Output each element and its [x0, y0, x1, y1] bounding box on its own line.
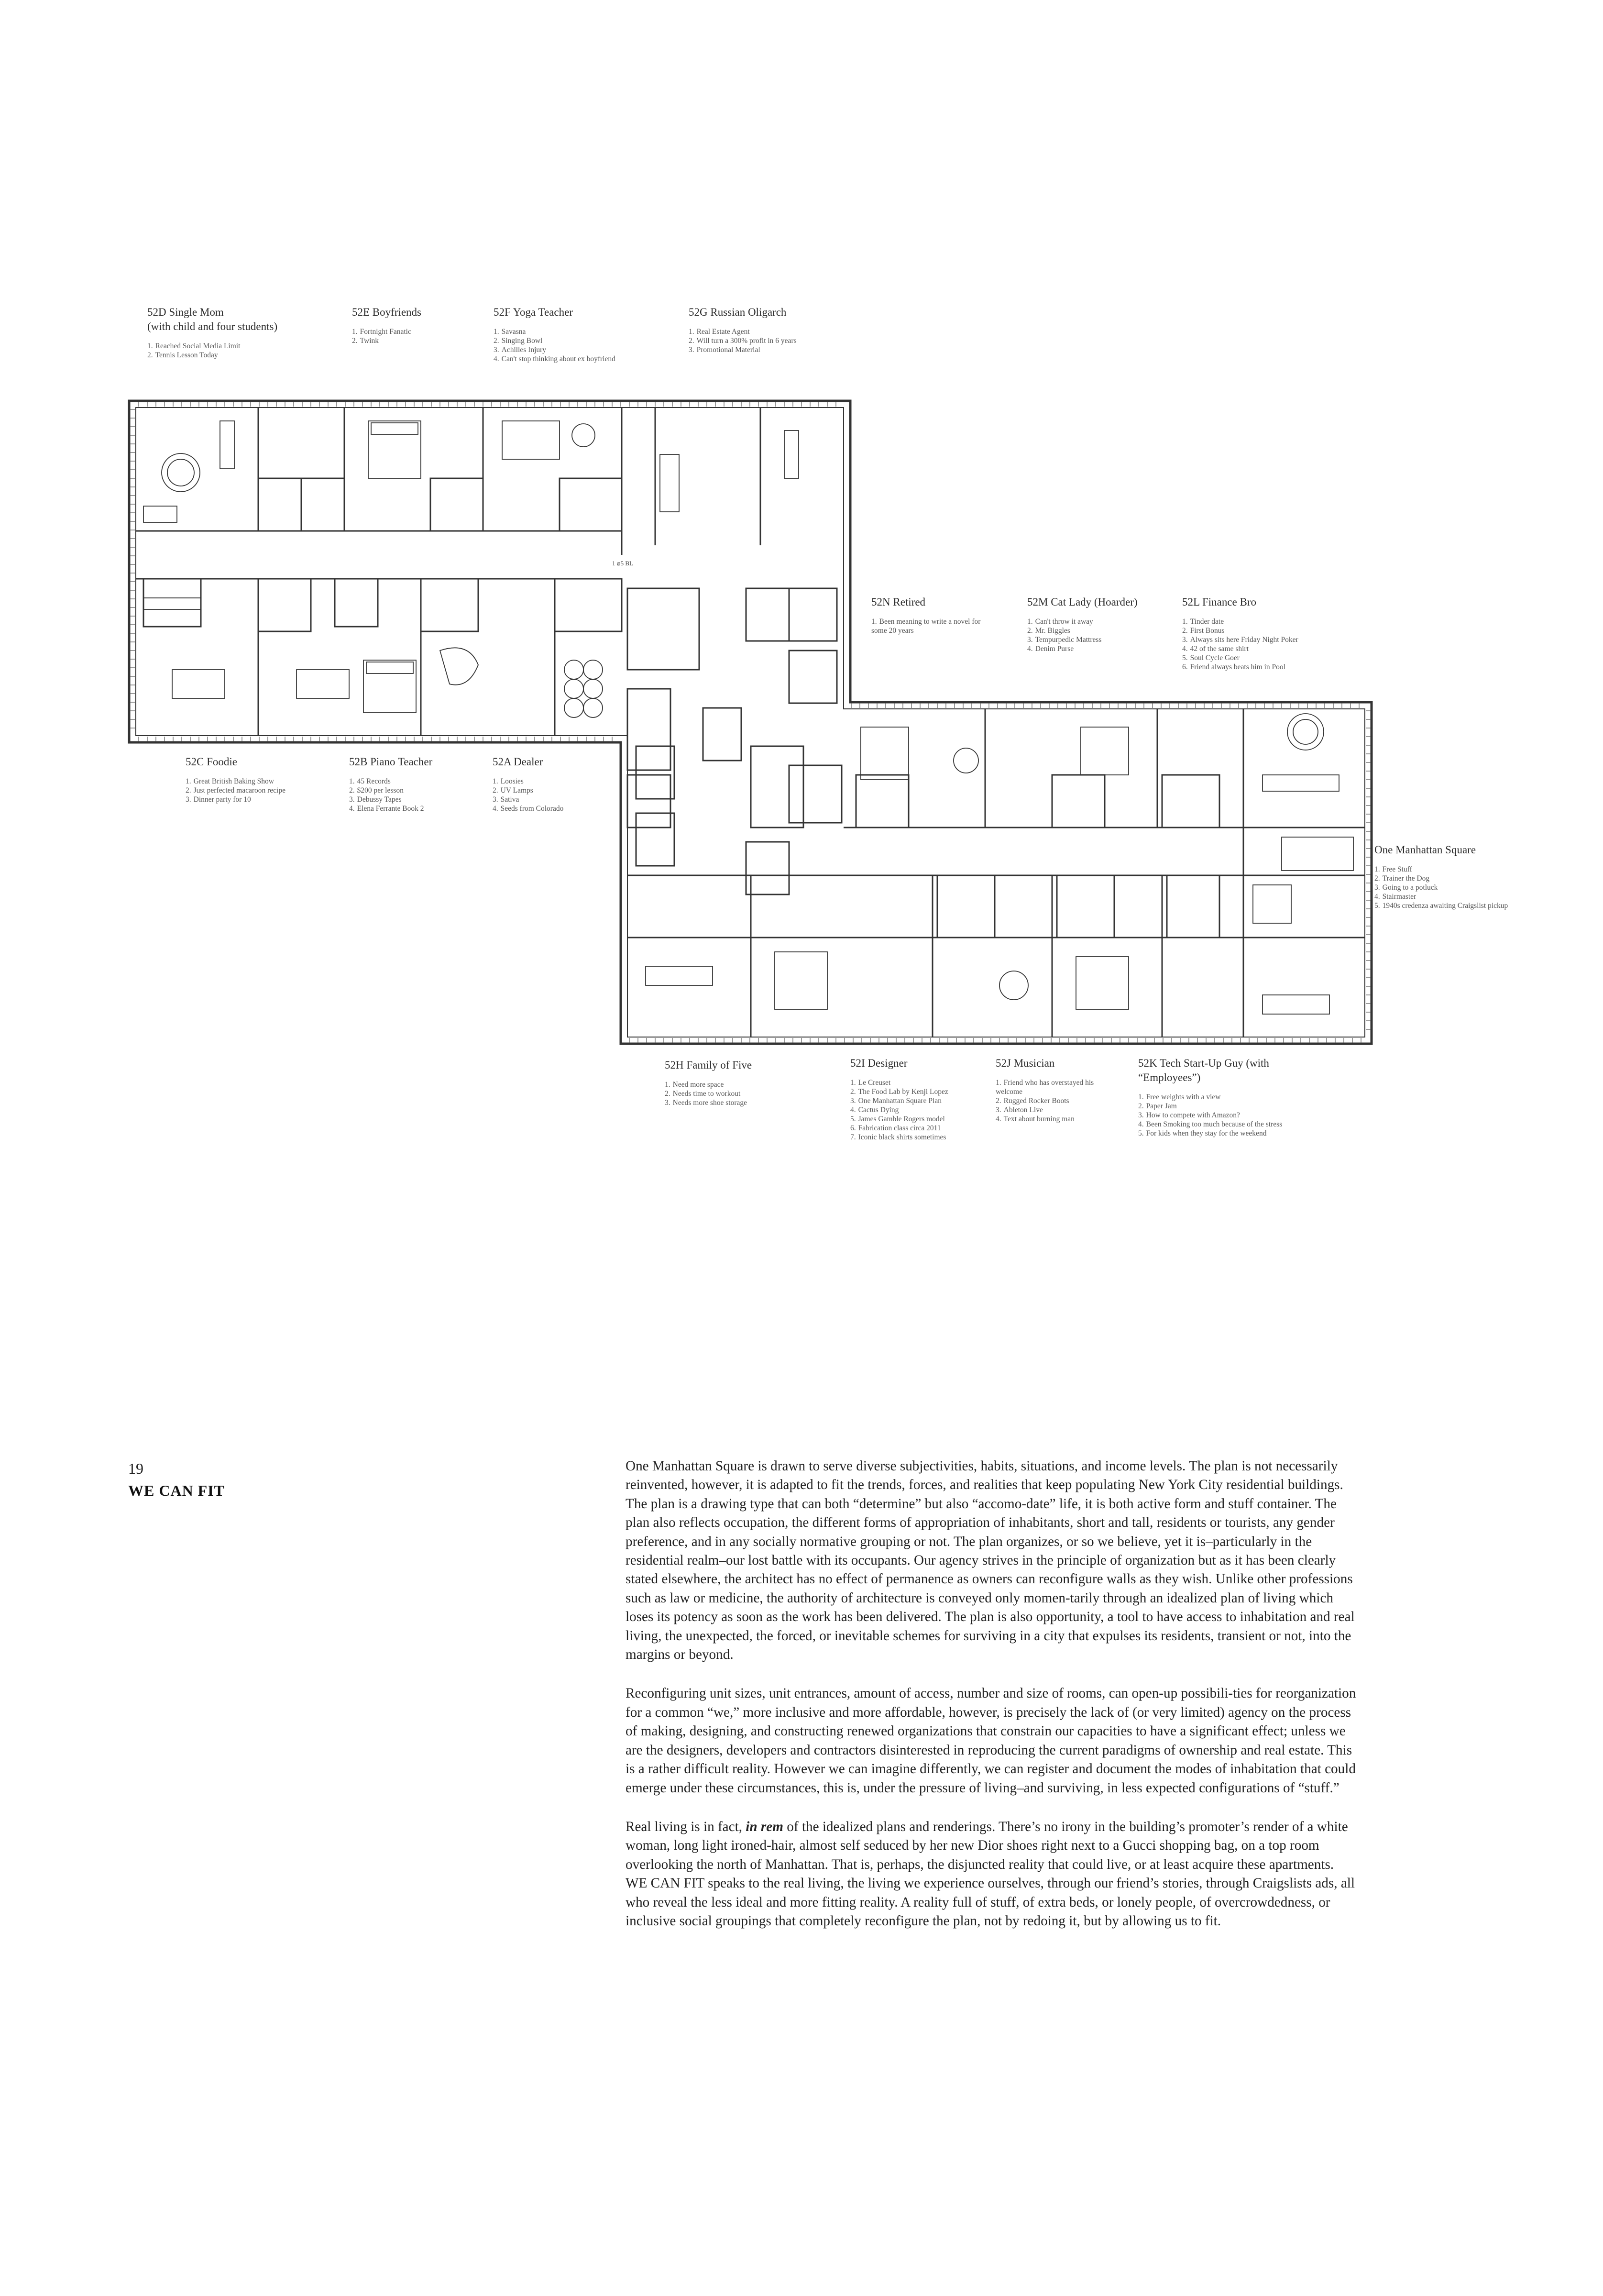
unit-items-list — [1027, 617, 1180, 653]
unit-title: 52F Yoga Teacher — [494, 306, 573, 318]
unit-item-text: Singing Bowl — [501, 337, 543, 345]
unit-item-number: 5. — [850, 1115, 856, 1123]
unit-item-number: 3. — [493, 795, 498, 804]
unit-item-number: 2. — [1182, 627, 1188, 635]
unit-item — [871, 617, 981, 635]
unit-item-text: Soul Cycle Goer — [1190, 654, 1240, 662]
essay-paragraph-2: Reconfiguring unit sizes, unit entrances, amount of access, number and size of rooms, can open-up possibili-ties for reorganization for a common “we,” more inclusive and more affordable, however, is precisely the lack of (or very limited) agency on the process of making, designing, and constructing renewed organizations that constrain our capacities to have a significant effect; unless we are the designers, developers and contractors disinterested in reproducing the current paradigms of ownership and real estate. This is a rather difficult reality. However we can imagine differently, we can register and document the modes of inhabitation that could emerge under these circumstances, this is, under the pressure of living–and surviving, in less expected configurations of “stuff.” — [626, 1686, 1356, 1796]
unit-item — [665, 1080, 818, 1089]
unit-item-text: Real Estate Agent — [696, 328, 750, 336]
essay-paragraph-1: One Manhattan Square is drawn to serve diverse subjectivities, habits, situations, and income levels. The plan is not necessarily reinvented, however, it is adapted to fit the trends, forces, and realities that keep populating New York City residential buildings. The plan is a drawing type that can both “determine” but also “accomo-date” life, it is both active form and stuff container. The plan also reflects occupation, the different forms of appropriation of inhabitants, short and tall, residents or tourists, any gender preference, and in any socially normative grouping or not. The plan organizes, or so we believe, yet it is–particularly in the residential realm–our lost battle with its occupants. Our agency strives in the principle of organization but as it has been clearly stated elsewhere, the architect has no effect of permanence as owners can reconfigure walls as they wish. Unlike other professions such as law or medicine, the authority of architecture is conveyed only momen-tarily through an idealized plan of living which loses its potency as soon as the work has been delivered. The plan is also opportunity, a tool to have access to inhabitation and real living, the unexpected, the forced, or inevitable schemes for surviving in a city that expulses its residents, transient or not, into the margins or beyond. — [626, 1458, 1355, 1663]
unit-item-number: 2. — [689, 337, 694, 345]
unit-title: One Manhattan Square — [1374, 844, 1476, 856]
unit-item-text: Cactus Dying — [858, 1106, 899, 1114]
unit-item-text: One Manhattan Square Plan — [858, 1097, 942, 1105]
unit-item — [494, 345, 647, 354]
unit-item — [996, 1105, 1120, 1115]
unit-item — [1027, 626, 1180, 635]
unit-item-number: 1. — [186, 777, 191, 785]
unit-item-number: 4. — [493, 805, 498, 813]
unit-item-text: $200 per lesson — [357, 786, 404, 795]
essay-p3-end: of the idealized plans and renderings. There’s no irony in the building’s promoter’s render of a white woman, long light ironed-hair, almost self seduced by her new Dior shoes right next to a Gucci shopping bag, on a top room overlooking the north of Manhattan. That is, perhaps, the disjuncted reality that could live, or at least acquire these apartments. WE CAN FIT speaks to the real living, the living we experience ourselves, through our friend’s stories, through Craigslists ads, all who reveal the less ideal and more fitting reality. A reality full of stuff, of extra beds, or lonely people, of overcrowdedness, or inclusive social groupings that completely reconfigure the plan, not by redoing it, but by allowing us to fit. — [626, 1819, 1355, 1929]
unit-item-number: 4. — [996, 1115, 1001, 1123]
unit-item-text: Promotional Material — [696, 346, 760, 354]
unit-item-number: 1. — [147, 342, 153, 350]
unit-item — [349, 795, 502, 804]
unit-item — [689, 345, 842, 354]
unit-item-number: 2. — [147, 351, 153, 359]
unit-items-list — [352, 327, 505, 345]
unit-item-text: Ableton Live — [1003, 1106, 1043, 1114]
unit-item — [1182, 644, 1335, 653]
unit-item-number: 3. — [996, 1106, 1001, 1114]
unit-item-text: Will turn a 300% profit in 6 years — [696, 337, 797, 345]
unit-item — [1374, 874, 1518, 883]
unit-item — [1182, 662, 1335, 672]
unit-item-number: 1. — [1182, 618, 1188, 626]
unit-title: 52B Piano Teacher — [349, 756, 433, 768]
unit-item — [1138, 1111, 1291, 1120]
unit-item-number: 6. — [1182, 663, 1188, 671]
unit-item-number: 1. — [493, 777, 498, 785]
unit-item-number: 2. — [349, 786, 355, 795]
unit-item-number: 1. — [996, 1079, 1001, 1087]
unit-items-list — [689, 327, 842, 354]
unit-item — [1374, 901, 1518, 910]
unit-title: 52D Single Mom (with child and four students) — [147, 306, 278, 332]
unit-item — [349, 777, 502, 786]
unit-item-number: 2. — [665, 1090, 670, 1098]
unit-item-text: 1940s credenza awaiting Craigslist pickup — [1382, 902, 1508, 910]
unit-item — [493, 786, 646, 795]
unit-item — [850, 1133, 1003, 1142]
unit-item-number: 3. — [850, 1097, 856, 1105]
unit-title: 52K Tech Start-Up Guy (with “Employees”) — [1138, 1057, 1269, 1083]
unit-item-text: Achilles Injury — [501, 346, 547, 354]
unit-item — [996, 1096, 1120, 1105]
unit-title: 52C Foodie — [186, 756, 237, 768]
unit-item-number: 3. — [186, 795, 191, 804]
unit-item-text: 45 Records — [357, 777, 391, 785]
unit-item-text: Elena Ferrante Book 2 — [357, 805, 424, 813]
unit-items-list — [871, 617, 981, 635]
unit-item-text: Debussy Tapes — [357, 795, 402, 804]
unit-item-text: James Gamble Rogers model — [858, 1115, 945, 1123]
essay-body — [626, 1457, 1357, 1951]
unit-52j — [996, 1056, 1120, 1124]
unit-item — [996, 1115, 1120, 1124]
plan-stair-label: 1 ⌀5 BL — [612, 560, 633, 567]
unit-52a — [493, 755, 646, 813]
unit-item-text: For kids when they stay for the weekend — [1146, 1129, 1267, 1137]
unit-oms — [1374, 843, 1518, 910]
unit-item-number: 1. — [1027, 618, 1033, 626]
unit-item — [1374, 883, 1518, 892]
unit-item — [996, 1078, 1120, 1096]
unit-item-text: Friend always beats him in Pool — [1190, 663, 1285, 671]
unit-item — [689, 327, 842, 336]
unit-item-text: Text about burning man — [1003, 1115, 1075, 1123]
unit-item-text: Needs time to workout — [672, 1090, 741, 1098]
unit-item — [850, 1087, 1003, 1096]
essay-p3-emphasis: in rem — [746, 1819, 783, 1834]
unit-item-text: Paper Jam — [1146, 1102, 1177, 1110]
unit-item-text: Savasna — [501, 328, 526, 336]
unit-item-number: 3. — [665, 1099, 670, 1107]
unit-item-text: Friend who has overstayed his welcome — [996, 1079, 1094, 1096]
unit-52e — [352, 305, 505, 345]
unit-item-text: Fortnight Fanatic — [360, 328, 411, 336]
unit-item-number: 3. — [1027, 636, 1033, 644]
unit-item-number: 2. — [850, 1088, 856, 1096]
unit-item-number: 2. — [493, 786, 498, 795]
unit-item — [494, 327, 647, 336]
unit-item — [1374, 865, 1518, 874]
essay-p3-start: Real living is in fact, — [626, 1819, 746, 1834]
unit-item-text: Great British Baking Show — [193, 777, 274, 785]
unit-item-text: Need more space — [672, 1081, 724, 1089]
unit-item — [1027, 644, 1180, 653]
unit-item — [850, 1115, 1003, 1124]
unit-item-text: UV Lamps — [500, 786, 533, 795]
unit-item — [493, 777, 646, 786]
unit-52i — [850, 1056, 1003, 1142]
unit-title: 52N Retired — [871, 596, 926, 608]
unit-item — [493, 804, 646, 813]
unit-item-text: Fabrication class circa 2011 — [858, 1124, 941, 1132]
unit-items-list — [850, 1078, 1003, 1142]
unit-item — [349, 804, 502, 813]
unit-item — [850, 1124, 1003, 1133]
unit-title: 52H Family of Five — [665, 1059, 752, 1071]
unit-item-number: 3. — [1182, 636, 1188, 644]
unit-item-text: Free weights with a view — [1146, 1093, 1221, 1101]
unit-items-list — [1374, 865, 1518, 910]
unit-52g — [689, 305, 842, 354]
page-number: 19 — [128, 1460, 143, 1477]
unit-item-number: 7. — [850, 1133, 856, 1141]
unit-item-text: Been meaning to write a novel for some 20 years — [871, 618, 981, 635]
unit-item-number: 5. — [1182, 654, 1188, 662]
unit-item-text: Needs more shoe storage — [672, 1099, 747, 1107]
unit-title: 52E Boyfriends — [352, 306, 422, 318]
unit-52c — [186, 755, 339, 804]
unit-items-list — [493, 777, 646, 813]
unit-item — [493, 795, 646, 804]
unit-52k — [1138, 1056, 1291, 1138]
unit-title: 52M Cat Lady (Hoarder) — [1027, 596, 1138, 608]
unit-item — [1374, 892, 1518, 901]
unit-items-list — [147, 342, 300, 360]
unit-item-text: Iconic black shirts sometimes — [858, 1133, 946, 1141]
unit-item-number: 4. — [850, 1106, 856, 1114]
unit-item-number: 1. — [689, 328, 694, 336]
unit-item — [1027, 635, 1180, 644]
unit-items-list — [1138, 1093, 1291, 1138]
unit-item-text: Reached Social Media Limit — [155, 342, 241, 350]
unit-item — [349, 786, 502, 795]
section-title: WE CAN FIT — [128, 1482, 225, 1499]
unit-item-text: Dinner party for 10 — [193, 795, 251, 804]
unit-item-number: 1. — [494, 328, 499, 336]
unit-item-number: 2. — [996, 1097, 1001, 1105]
unit-item — [352, 327, 505, 336]
unit-item — [186, 786, 339, 795]
unit-item — [850, 1105, 1003, 1115]
unit-item — [665, 1089, 818, 1098]
unit-52d — [147, 305, 300, 360]
unit-item-number: 1. — [665, 1081, 670, 1089]
unit-item-text: Free Stuff — [1382, 865, 1412, 873]
unit-item-text: Denim Purse — [1035, 645, 1074, 653]
unit-item-text: Sativa — [500, 795, 519, 804]
unit-item-text: Rugged Rocker Boots — [1003, 1097, 1069, 1105]
unit-item-number: 3. — [494, 346, 499, 354]
unit-item-text: Always sits here Friday Night Poker — [1190, 636, 1298, 644]
unit-item-text: Been Smoking too much because of the stress — [1146, 1120, 1283, 1128]
unit-item-text: Le Creuset — [858, 1079, 891, 1087]
unit-item-text: Loosies — [500, 777, 524, 785]
unit-item — [1027, 617, 1180, 626]
unit-items-list — [996, 1078, 1120, 1124]
unit-item-number: 4. — [1374, 893, 1380, 901]
unit-item — [1182, 626, 1335, 635]
unit-item-number: 3. — [689, 346, 694, 354]
unit-item-number: 1. — [850, 1079, 856, 1087]
unit-item-text: Can't throw it away — [1035, 618, 1093, 626]
unit-item-text: Twink — [360, 337, 379, 345]
unit-item-text: Trainer the Dog — [1382, 874, 1430, 883]
unit-item — [352, 336, 505, 345]
unit-item — [850, 1078, 1003, 1087]
unit-item-text: Stairmaster — [1382, 893, 1416, 901]
unit-item-number: 4. — [1027, 645, 1033, 653]
unit-52l — [1182, 595, 1335, 672]
unit-item-number: 3. — [1138, 1111, 1144, 1119]
unit-item-number: 2. — [1027, 627, 1033, 635]
unit-item-text: Tempurpedic Mattress — [1035, 636, 1102, 644]
unit-item — [850, 1096, 1003, 1105]
unit-52h — [665, 1058, 818, 1107]
unit-item-number: 3. — [1374, 883, 1380, 892]
unit-item-text: First Bonus — [1190, 627, 1225, 635]
unit-title: 52J Musician — [996, 1057, 1055, 1069]
unit-item — [665, 1098, 818, 1107]
plan-furniture — [143, 421, 1353, 1014]
unit-item — [1138, 1093, 1291, 1102]
unit-item — [1138, 1120, 1291, 1129]
unit-item-number: 4. — [1182, 645, 1188, 653]
unit-item-text: Tinder date — [1190, 618, 1224, 626]
unit-item — [1138, 1102, 1291, 1111]
unit-item-number: 1. — [1138, 1093, 1144, 1101]
unit-item-number: 2. — [352, 337, 358, 345]
unit-items-list — [494, 327, 647, 364]
unit-item — [1182, 617, 1335, 626]
unit-item — [494, 336, 647, 345]
unit-item-text: Going to a potluck — [1382, 883, 1438, 892]
unit-item-text: Can't stop thinking about ex boyfriend — [501, 355, 615, 363]
unit-item-number: 2. — [186, 786, 191, 795]
unit-item-number: 2. — [494, 337, 499, 345]
unit-item — [186, 777, 339, 786]
unit-item-text: Tennis Lesson Today — [155, 351, 218, 359]
unit-item-number: 1. — [352, 328, 358, 336]
essay-paragraph-3 — [626, 1818, 1357, 1931]
unit-title: 52A Dealer — [493, 756, 543, 768]
unit-items-list — [665, 1080, 818, 1107]
unit-item-text: Seeds from Colorado — [500, 805, 564, 813]
unit-item-text: Just perfected macaroon recipe — [193, 786, 285, 795]
unit-item-number: 1. — [871, 618, 877, 626]
unit-item-text: The Food Lab by Kenji Lopez — [858, 1088, 948, 1096]
unit-item — [186, 795, 339, 804]
unit-item-number: 4. — [1138, 1120, 1144, 1128]
unit-item-text: Mr. Biggles — [1035, 627, 1070, 635]
unit-item-number: 2. — [1138, 1102, 1144, 1110]
unit-52b — [349, 755, 502, 813]
unit-item-number: 4. — [349, 805, 355, 813]
unit-52n — [871, 595, 981, 635]
unit-item-number: 5. — [1138, 1129, 1144, 1137]
unit-title: 52L Finance Bro — [1182, 596, 1257, 608]
unit-item-number: 1. — [349, 777, 355, 785]
unit-item-number: 4. — [494, 355, 499, 363]
unit-item-number: 1. — [1374, 865, 1380, 873]
unit-item — [147, 351, 300, 360]
unit-52f — [494, 305, 647, 364]
unit-items-list — [1182, 617, 1335, 672]
plan-partitions — [136, 408, 1365, 1037]
unit-item — [1138, 1129, 1291, 1138]
unit-title: 52I Designer — [850, 1057, 908, 1069]
unit-title: 52G Russian Oligarch — [689, 306, 787, 318]
unit-item-number: 3. — [349, 795, 355, 804]
unit-item — [1182, 635, 1335, 644]
unit-item-number: 6. — [850, 1124, 856, 1132]
unit-item — [494, 354, 647, 364]
unit-item — [689, 336, 842, 345]
unit-item-number: 5. — [1374, 902, 1380, 910]
unit-52m — [1027, 595, 1180, 653]
unit-item — [1182, 653, 1335, 662]
unit-item-text: How to compete with Amazon? — [1146, 1111, 1240, 1119]
unit-items-list — [186, 777, 339, 804]
unit-item-text: 42 of the same shirt — [1190, 645, 1249, 653]
unit-item — [147, 342, 300, 351]
unit-item-number: 2. — [1374, 874, 1380, 883]
unit-items-list — [349, 777, 502, 813]
